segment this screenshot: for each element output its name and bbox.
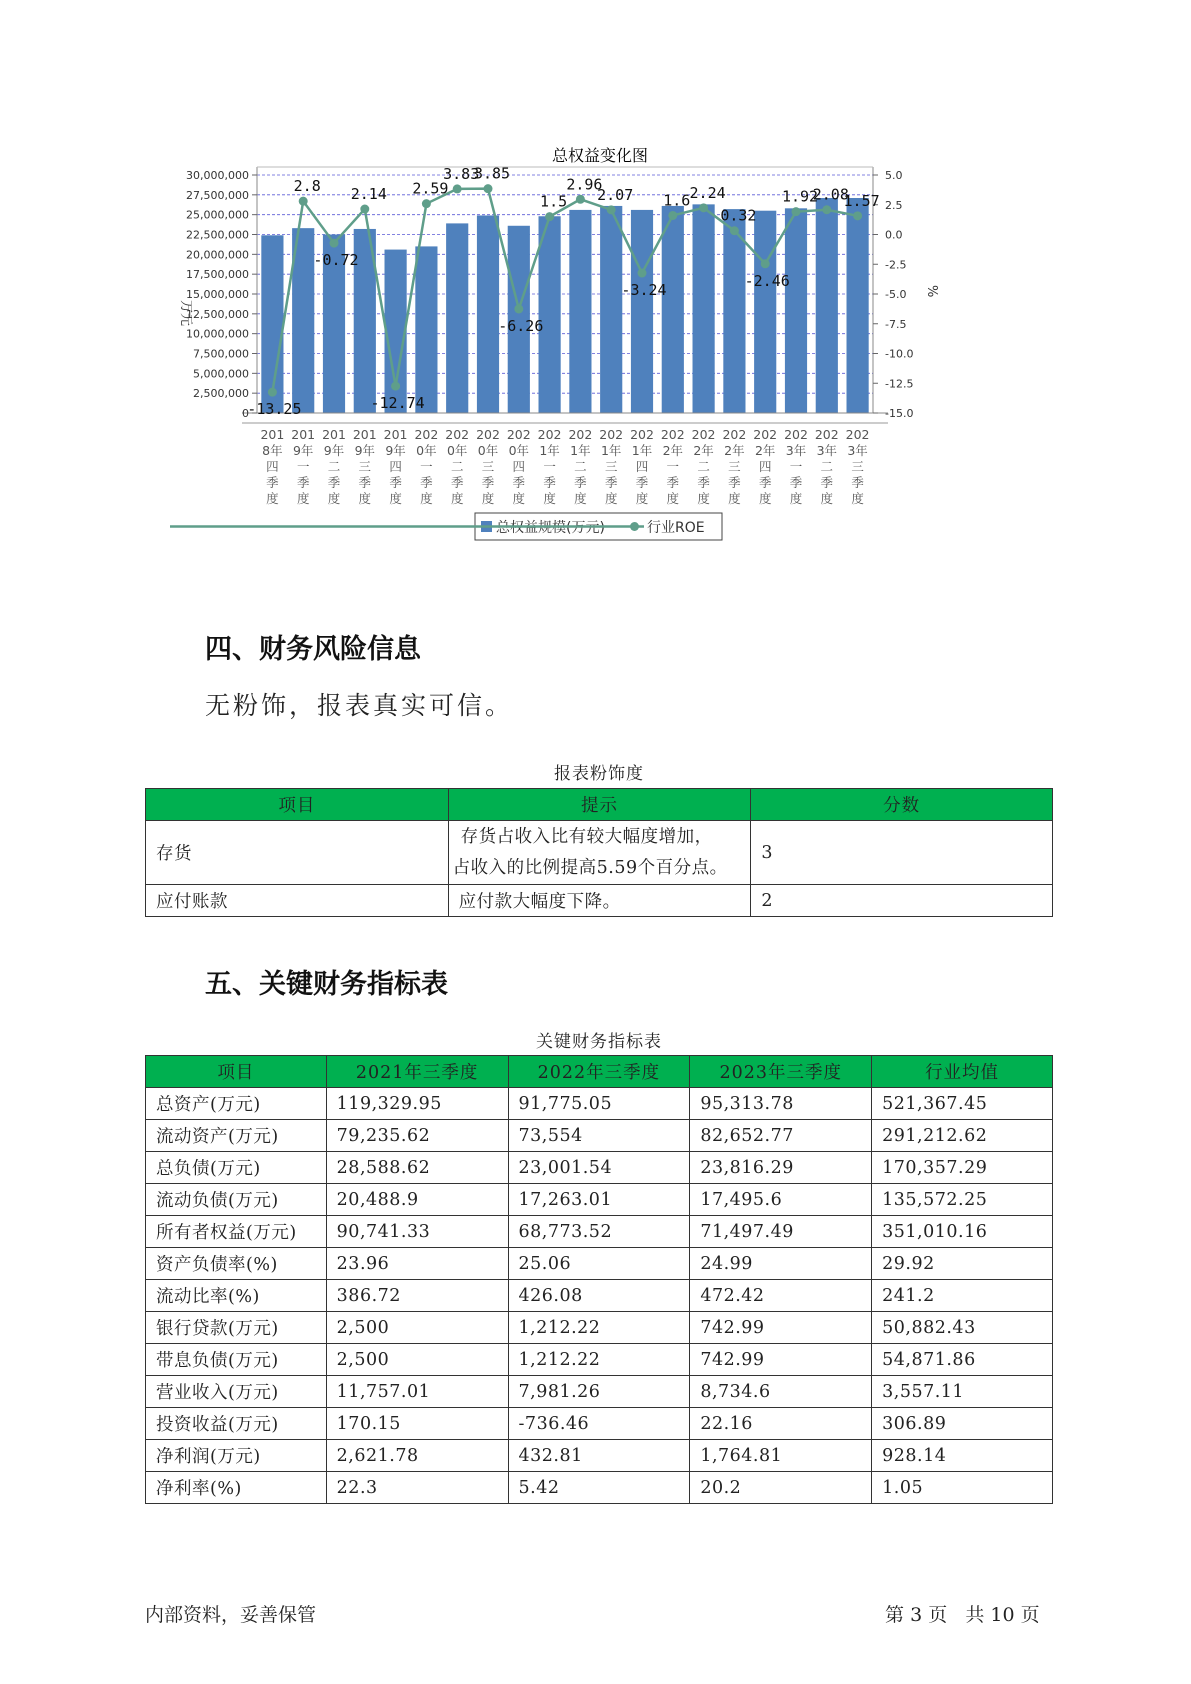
item-cell: 总资产(万元)	[146, 1088, 327, 1120]
y-tick-label-left: 30,000,000	[186, 169, 249, 182]
value-cell: 351,010.16	[872, 1216, 1053, 1248]
category-label: 202 2年一季度	[660, 427, 685, 506]
y-tick-label-left: 15,000,000	[186, 288, 249, 301]
category-label: 202 3年二季度	[814, 427, 839, 506]
y-tick-label-left: 20,000,000	[186, 248, 249, 262]
table-row	[146, 821, 1053, 885]
y-tick-label-left: 12,500,000	[186, 307, 249, 321]
y-tick-label-left: 5,000,000	[193, 367, 249, 381]
data-label: 1.92	[781, 187, 819, 206]
bar	[662, 206, 684, 413]
roe-point	[545, 212, 554, 221]
value-cell: 8,734.6	[690, 1376, 872, 1408]
footer-note: 内部资料，妥善保管	[145, 1604, 317, 1626]
value-cell: 2,500	[326, 1344, 508, 1376]
roe-point	[514, 304, 523, 313]
bar	[816, 198, 838, 413]
data-label: 3.85	[473, 164, 511, 183]
value-cell: 54,871.86	[872, 1344, 1053, 1376]
roe-point	[453, 184, 462, 193]
table1-caption: 报表粉饰度	[554, 764, 644, 784]
item-cell: 流动资产(万元)	[146, 1120, 327, 1152]
value-cell: 20,488.9	[326, 1184, 508, 1216]
value-cell: 742.99	[690, 1312, 872, 1344]
col-header: 提示	[448, 789, 751, 821]
roe-point	[607, 205, 616, 214]
value-cell: 22.16	[690, 1408, 872, 1440]
y-tick-label-right: 0.0	[885, 228, 903, 242]
value-cell: 68,773.52	[508, 1216, 690, 1248]
table-row	[146, 1152, 1053, 1184]
chart-legend	[170, 513, 722, 540]
col-header: 2021年三季度	[326, 1056, 508, 1088]
data-label: -3.24	[621, 281, 667, 300]
item-cell: 营业收入(万元)	[146, 1376, 327, 1408]
category-label: 202 1年二季度	[568, 427, 593, 506]
col-header: 项目	[146, 1056, 327, 1088]
item-cell: 所有者权益(万元)	[146, 1216, 327, 1248]
value-cell: 25.06	[508, 1248, 690, 1280]
col-header: 项目	[146, 789, 449, 821]
category-label: 202 3年一季度	[784, 427, 808, 506]
value-cell: 20.2	[690, 1472, 872, 1504]
data-label: -13.25	[247, 400, 302, 419]
legend-bar-label: 总权益规模(万元)	[496, 520, 605, 536]
y-tick-label-left: 10,000,000	[186, 327, 249, 341]
section5-heading: 五、关键财务指标表	[205, 969, 448, 1000]
col-header: 2022年三季度	[508, 1056, 690, 1088]
category-label: 202 2年二季度	[691, 427, 716, 506]
key-indicators-table	[145, 1055, 1053, 1504]
roe-point	[638, 269, 647, 278]
value-cell: 521,367.45	[872, 1088, 1053, 1120]
item-cell: 应付账款	[146, 885, 449, 917]
score-cell: 2	[751, 885, 1053, 917]
category-label: 202 1年四季度	[630, 427, 654, 506]
value-cell: 23,001.54	[508, 1152, 690, 1184]
value-cell: 23,816.29	[690, 1152, 872, 1184]
roe-point	[761, 259, 770, 268]
value-cell: 241.2	[872, 1280, 1053, 1312]
roe-point	[699, 203, 708, 212]
section4-heading: 四、财务风险信息	[205, 634, 421, 665]
value-cell: 119,329.95	[326, 1088, 508, 1120]
value-cell: 432.81	[508, 1440, 690, 1472]
value-cell: 95,313.78	[690, 1088, 872, 1120]
bar	[785, 208, 807, 413]
y-tick-label-right: -5.0	[885, 288, 907, 301]
y-tick-label-left: 22,500,000	[186, 228, 249, 242]
table-header-row	[146, 789, 1053, 821]
value-cell: 742.99	[690, 1344, 872, 1376]
value-cell: 2,621.78	[326, 1440, 508, 1472]
value-cell: -736.46	[508, 1408, 690, 1440]
bar	[415, 246, 437, 413]
bar	[539, 216, 561, 413]
value-cell: 24.99	[690, 1248, 872, 1280]
roe-point	[576, 195, 585, 204]
item-cell: 存货	[146, 821, 449, 885]
bar	[847, 198, 869, 413]
bar	[693, 204, 715, 413]
bar	[600, 206, 622, 413]
table-row	[146, 1408, 1053, 1440]
category-label: 202 3年三季度	[845, 427, 870, 506]
data-label: 0.32	[720, 206, 757, 225]
value-cell: 17,263.01	[508, 1184, 690, 1216]
category-label: 202 1年一季度	[537, 427, 562, 506]
y-tick-label-left: 7,500,000	[193, 347, 249, 361]
table2-caption: 关键财务指标表	[536, 1032, 662, 1052]
value-cell: 79,235.62	[326, 1120, 508, 1152]
value-cell: 91,775.05	[508, 1088, 690, 1120]
roe-point	[330, 239, 339, 248]
data-label: 1.6	[663, 191, 691, 210]
table-row	[146, 1248, 1053, 1280]
roe-point	[822, 205, 831, 214]
chart-bars	[261, 198, 868, 413]
legend-line-marker	[630, 522, 639, 531]
table-header-row	[146, 1056, 1053, 1088]
value-cell: 426.08	[508, 1280, 690, 1312]
data-label: -12.74	[370, 394, 425, 413]
data-label: 1.57	[843, 191, 880, 210]
table-row	[146, 1216, 1053, 1248]
hint-line: 存货占收入比有较大幅度增加，	[460, 826, 713, 847]
y-tick-label-right: -2.5	[885, 258, 907, 272]
item-cell: 净利润(万元)	[146, 1440, 327, 1472]
category-label: 201 9年二季度	[322, 427, 346, 506]
y-tick-label-right: -12.5	[885, 377, 914, 391]
category-label: 201 9年三季度	[352, 427, 377, 506]
roe-point	[391, 382, 400, 391]
page-prefix: 第	[885, 1604, 905, 1626]
table-row	[146, 1440, 1053, 1472]
value-cell: 928.14	[872, 1440, 1053, 1472]
value-cell: 82,652.77	[690, 1120, 872, 1152]
col-header: 分数	[751, 789, 1053, 821]
category-label: 202 2年四季度	[753, 427, 778, 506]
data-label: 2.07	[597, 185, 634, 204]
table-row	[146, 885, 1053, 917]
chart-categories	[260, 427, 869, 506]
roe-point	[853, 211, 862, 220]
category-label: 202 1年三季度	[599, 427, 624, 506]
data-label: 2.59	[412, 179, 449, 198]
bar	[754, 211, 776, 413]
data-label: -6.26	[498, 316, 544, 335]
y-tick-label-left: 17,500,000	[186, 268, 249, 282]
value-cell: 135,572.25	[872, 1184, 1053, 1216]
table-row	[146, 1472, 1053, 1504]
value-cell: 23.96	[326, 1248, 508, 1280]
bar	[446, 223, 468, 413]
table-row	[146, 1184, 1053, 1216]
col-header: 行业均值	[872, 1056, 1053, 1088]
category-label: 202 0年一季度	[414, 427, 439, 506]
bar	[477, 215, 499, 413]
chart-title: 总权益变化图	[551, 146, 649, 165]
value-cell: 5.42	[508, 1472, 690, 1504]
value-cell: 71,497.49	[690, 1216, 872, 1248]
value-cell: 22.3	[326, 1472, 508, 1504]
value-cell: 11,757.01	[326, 1376, 508, 1408]
y-tick-label-right: -7.5	[885, 317, 907, 331]
item-cell: 带息负债(万元)	[146, 1344, 327, 1376]
value-cell: 73,554	[508, 1120, 690, 1152]
roe-point	[422, 199, 431, 208]
category-label: 201 8年四季度	[260, 427, 285, 506]
table-row	[146, 1120, 1053, 1152]
data-label: 2.14	[350, 185, 387, 204]
category-label: 202 2年三季度	[722, 427, 747, 506]
item-cell: 总负债(万元)	[146, 1152, 327, 1184]
value-cell: 1,764.81	[690, 1440, 872, 1472]
y-axis-right-label: %	[924, 285, 939, 298]
total-prefix: 共	[965, 1604, 985, 1626]
value-cell: 90,741.33	[326, 1216, 508, 1248]
value-cell: 386.72	[326, 1280, 508, 1312]
hint-cell	[448, 821, 751, 885]
y-tick-label-left: 0	[242, 407, 249, 420]
value-cell: 1.05	[872, 1472, 1053, 1504]
value-cell: 7,981.26	[508, 1376, 690, 1408]
value-cell: 1,212.22	[508, 1344, 690, 1376]
roe-point	[268, 388, 277, 397]
y-tick-label-right: -10.0	[885, 347, 914, 361]
roe-point	[668, 211, 677, 220]
data-label: 1.5	[540, 192, 568, 211]
roe-point	[299, 197, 308, 206]
table-row	[146, 1280, 1053, 1312]
value-cell: 29.92	[872, 1248, 1053, 1280]
data-label: -2.46	[744, 271, 790, 290]
hint-line: 占收入的比例提高5.59个百分点。	[452, 857, 728, 878]
col-header: 2023年三季度	[690, 1056, 872, 1088]
roe-point	[792, 207, 801, 216]
value-cell: 170.15	[326, 1408, 508, 1440]
item-cell: 资产负债率(%)	[146, 1248, 327, 1280]
value-cell: 50,882.43	[872, 1312, 1053, 1344]
item-cell: 投资收益(万元)	[146, 1408, 327, 1440]
table-row	[146, 1312, 1053, 1344]
value-cell: 472.42	[690, 1280, 872, 1312]
y-tick-label-left: 27,500,000	[186, 188, 249, 202]
value-cell: 306.89	[872, 1408, 1053, 1440]
roe-point	[484, 184, 493, 193]
value-cell: 3,557.11	[872, 1376, 1053, 1408]
category-label: 202 0年三季度	[476, 427, 500, 506]
table-row	[146, 1088, 1053, 1120]
roe-point	[730, 226, 739, 235]
category-label: 201 9年四季度	[383, 427, 408, 506]
table-row	[146, 1344, 1053, 1376]
data-label: 2.96	[566, 175, 603, 194]
y-tick-label-right: 2.5	[885, 198, 903, 212]
value-cell: 2,500	[326, 1312, 508, 1344]
value-cell: 1,212.22	[508, 1312, 690, 1344]
equity-chart	[170, 135, 1070, 595]
item-cell: 流动负债(万元)	[146, 1184, 327, 1216]
y-tick-label-right: 5.0	[885, 169, 903, 182]
value-cell: 17,495.6	[690, 1184, 872, 1216]
section4-text: 无粉饰，报表真实可信。	[205, 691, 514, 720]
data-label: 2.8	[293, 177, 321, 196]
item-cell: 流动比率(%)	[146, 1280, 327, 1312]
total-num: 10	[990, 1604, 1015, 1626]
value-cell: 170,357.29	[872, 1152, 1053, 1184]
data-label: -0.72	[313, 251, 359, 270]
data-label: 2.08	[812, 185, 849, 204]
category-label: 201 9年一季度	[291, 427, 316, 506]
bar	[631, 210, 653, 413]
item-cell: 银行贷款(万元)	[146, 1312, 327, 1344]
legend-line-label: 行业ROE	[647, 520, 705, 536]
category-label: 202 0年四季度	[506, 427, 531, 506]
value-cell: 291,212.62	[872, 1120, 1053, 1152]
roe-point	[360, 205, 369, 214]
y-tick-label-left: 25,000,000	[186, 208, 249, 222]
page-number	[885, 1600, 1040, 1627]
page-mid: 页	[928, 1604, 948, 1626]
data-label: 2.24	[689, 183, 726, 202]
hint-cell: 应付款大幅度下降。	[448, 885, 751, 917]
value-cell: 28,588.62	[326, 1152, 508, 1184]
category-label: 202 0年二季度	[445, 427, 470, 506]
total-suffix: 页	[1020, 1604, 1040, 1626]
page-num: 3	[910, 1604, 923, 1626]
item-cell: 净利率(%)	[146, 1472, 327, 1504]
window-dressing-table	[145, 788, 1053, 917]
table-row	[146, 1376, 1053, 1408]
bar	[569, 210, 591, 413]
y-tick-label-right: -15.0	[885, 407, 914, 420]
score-cell: 3	[751, 821, 1053, 885]
data-label: 3.83	[443, 164, 480, 183]
y-axis-left-label: 万元	[178, 300, 193, 327]
y-tick-label-left: 2,500,000	[193, 387, 249, 401]
